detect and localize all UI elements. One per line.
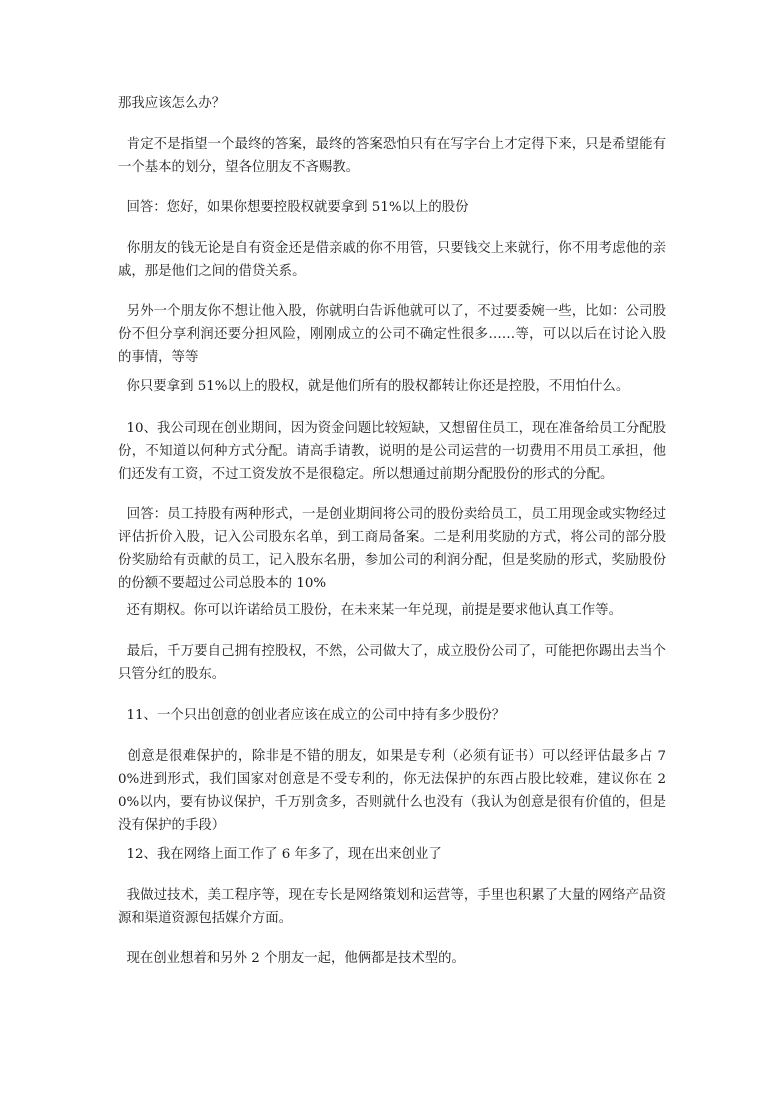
paragraph-question-intro: 那我应该怎么办？ — [118, 96, 226, 111]
paragraph-partners: 现在创业想着和另外 2 个朋友一起，他俩都是技术型的。 — [118, 951, 465, 966]
paragraph-hope-answer: 肯定不是指望一个最终的答案，最终的答案恐怕只有在写字台上才定得下来，只是希望能有一个基本的划分，望各位朋友不吝赐教。 — [118, 137, 666, 175]
paragraph-answer-creative: 创意是很难保护的，除非是不错的朋友，如果是专利（必须有证书）可以经评估最多占 70%进到形式，我们国家对创意是不受专利的，你无法保护的东西占股比较难，建议你在 20%以内，要有协议保护，千万别贪多，否则就什么也没有（我认为创意是很有价值的，但是没有保护的手段） — [118, 749, 666, 833]
paragraph-51-percent: 你只要拿到 51%以上的股权，就是他们所有的股权都转让你还是控股，不用怕什么。 — [118, 379, 630, 394]
paragraph-answer-control: 回答：您好，如果你想要控股权就要拿到 51%以上的股份 — [118, 200, 469, 215]
paragraph-friend-money: 你朋友的钱无论是自有资金还是借亲戚的你不用管，只要钱交上来就行，你不用考虑他的亲戚，那是他们之间的借贷关系。 — [118, 241, 666, 279]
paragraph-options: 还有期权。你可以许诺给员工股份，在未来某一年兑现，前提是要求他认真工作等。 — [118, 603, 622, 618]
paragraph-question-12: 12、我在网络上面工作了 6 年多了，现在出来创业了 — [118, 847, 442, 862]
paragraph-experience: 我做过技术，美工程序等，现在专长是网络策划和运营等，手里也积累了大量的网络产品资源和渠道资源包括媒介方面。 — [118, 888, 666, 926]
paragraph-question-11: 11、一个只出创意的创业者应该在成立的公司中持有多少股份？ — [118, 708, 506, 723]
paragraph-answer-employee: 回答：员工持股有两种形式，一是创业期间将公司的股份卖给员工，员工用现金或实物经过评估折价入股，记入公司股东名单，到工商局备案。二是利用奖励的方式，将公司的部分股份奖励给有贡献的员工，记入股东名册，参加公司的利润分配，但是奖励的形式，奖励股份的份额不要超过公司总股本的 10% — [118, 507, 666, 591]
paragraph-question-10: 10、我公司现在创业期间，因为资金问题比较短缺，又想留住员工，现在准备给员工分配股份，不知道以何种方式分配。请高手请教，说明的是公司运营的一切费用不用员工承担，他们还发有工资，不过工资发放不是很稳定。所以想通过前期分配股份的形式的分配。 — [118, 421, 666, 482]
paragraph-other-friend: 另外一个朋友你不想让他入股，你就明白告诉他就可以了，不过要委婉一些，比如：公司股份不但分享利润还要分担风险，刚刚成立的公司不确定性很多……等，可以以后在讨论入股的事情，等等 — [118, 304, 666, 365]
paragraph-finally: 最后，千万要自己拥有控股权，不然，公司做大了，成立股份公司了，可能把你踢出去当个只管分红的股东。 — [118, 644, 666, 682]
